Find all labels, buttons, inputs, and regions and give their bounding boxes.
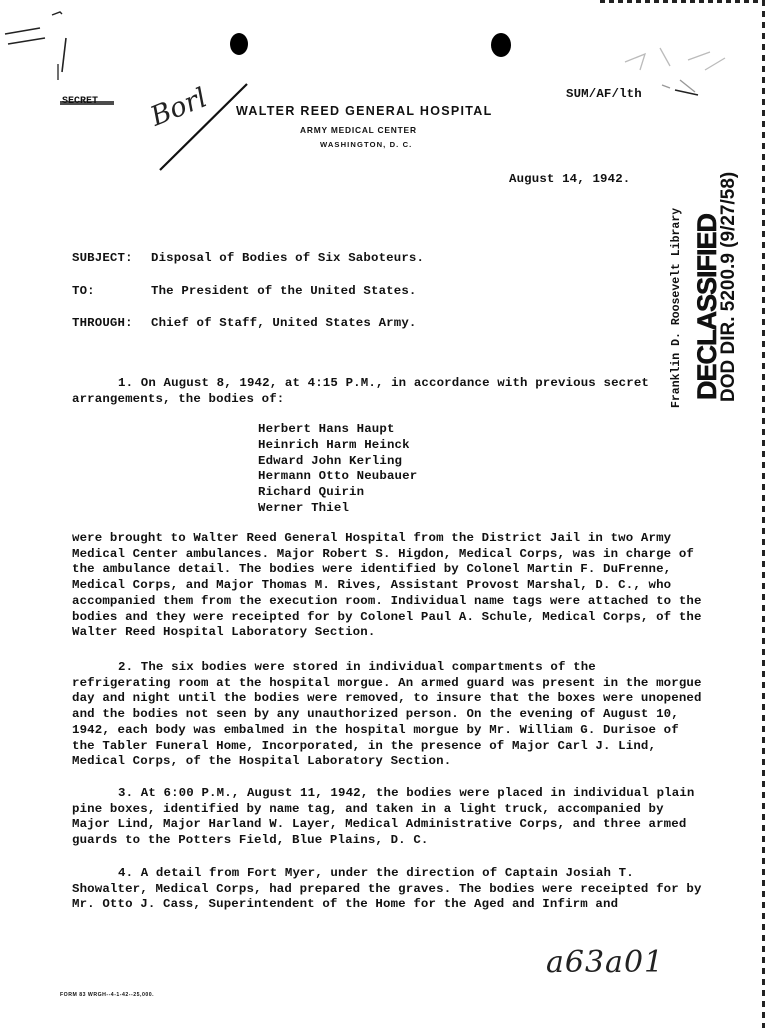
- punch-holes: [220, 28, 520, 68]
- list-item: Werner Thiel: [258, 500, 350, 515]
- stamp-library-name: Franklin D. Roosevelt Library: [670, 207, 683, 408]
- paragraph-1-body: [72, 531, 702, 641]
- strike-through-line: [58, 95, 118, 109]
- subject-label: SUBJECT:: [72, 251, 133, 265]
- saboteur-name-list: [258, 422, 417, 517]
- list-item: Heinrich Harm Heinck: [258, 437, 410, 452]
- declassification-stamp: [668, 171, 758, 410]
- to-label: TO:: [72, 284, 95, 298]
- list-item: Hermann Otto Neubauer: [258, 469, 418, 484]
- handwritten-archive-code: a63a01: [546, 945, 665, 980]
- paragraph-3-text: 3. At 6:00 P.M., August 11, 1942, the bodies were placed in individual plain pine boxes, identified by name tag, and taken in a light truck, accompanied by Major Lind, Major Harland W. Layer, Medical Administrative Corps, and three armed guards to the Potters Field, Blue Plains, D. C.: [72, 786, 695, 848]
- faint-marks-top-right: [600, 40, 740, 130]
- through-value: Chief of Staff, United States Army.: [151, 316, 417, 330]
- letterhead-center: ARMY MEDICAL CENTER: [300, 125, 417, 135]
- page-edge-top: [600, 0, 765, 3]
- handwritten-slash: [155, 78, 255, 178]
- letterhead-city: WASHINGTON, D. C.: [320, 140, 413, 149]
- paragraph-1-body-text: were brought to Walter Reed General Hospital from the District Jail in two Army Medical Center ambulances. Major Robert S. Higdon, Medical Corps, was in charge of the ambulance detail. The bodies were identified by Colonel Martin F. DuFrenne, Medical Corps, and Major Thomas M. Rives, Assistant Provost Marshal, D. C., who accompanied them from the execution room. Individual name tags were attached to the bodies and they were receipted for by Colonel Paul A. Schule, Medical Corps, of the Walter Reed Hospital Laboratory Section.: [72, 531, 702, 640]
- stamp-dod-directive: DOD DIR. 5200.9 (9/27/58): [718, 171, 739, 402]
- to-value: The President of the United States.: [151, 284, 417, 298]
- memo-date: August 14, 1942.: [509, 172, 631, 186]
- through-label: THROUGH:: [72, 316, 133, 330]
- handwritten-marks-top-left: [0, 0, 110, 110]
- list-item: Edward John Kerling: [258, 453, 403, 468]
- paragraph-1-intro-text: 1. On August 8, 1942, at 4:15 P.M., in accordance with previous secret arrangements, the bodies of:: [72, 376, 649, 406]
- handwritten-initials: Borl: [146, 82, 212, 133]
- paragraph-2-text: 2. The six bodies were stored in individual compartments of the refrigerating room at the hospital morgue. An armed guard was present in the morgue day and night until the bodies were removed, to insure that the boxes were unopened and the bodies not seen by any unauthorized person. On the evening of August 10, 1942, each body was embalmed in the hospital morgue by Mr. William G. Durisoe of the Tabler Funeral Home, Incorporated, in the presence of Major Carl J. Lind, Medical Corps, of the Hospital Laboratory Section.: [72, 660, 702, 769]
- list-item: Herbert Hans Haupt: [258, 422, 395, 436]
- stamp-declassified: DECLASSIFIED: [692, 213, 722, 400]
- struck-classification: SECRET: [62, 96, 99, 107]
- paragraph-1-intro: [72, 376, 672, 407]
- paragraph-3: [72, 786, 702, 849]
- subject-value: Disposal of Bodies of Six Saboteurs.: [151, 251, 425, 265]
- letterhead-hospital: WALTER REED GENERAL HOSPITAL: [236, 104, 493, 118]
- form-code: FORM 83 WRGH--4-1-42--25,000.: [60, 992, 155, 998]
- reference-code: SUM/AF/lth: [566, 87, 642, 101]
- paragraph-4-text: 4. A detail from Fort Myer, under the direction of Captain Josiah T. Showalter, Medical Corps, had prepared the graves. The bodies were receipted for by Mr. Otto J. Cass, Superintendent of the Home for the Aged and Infirm and: [72, 866, 702, 912]
- list-item: Richard Quirin: [258, 485, 365, 500]
- paragraph-2: [72, 660, 702, 770]
- paragraph-4: [72, 866, 702, 913]
